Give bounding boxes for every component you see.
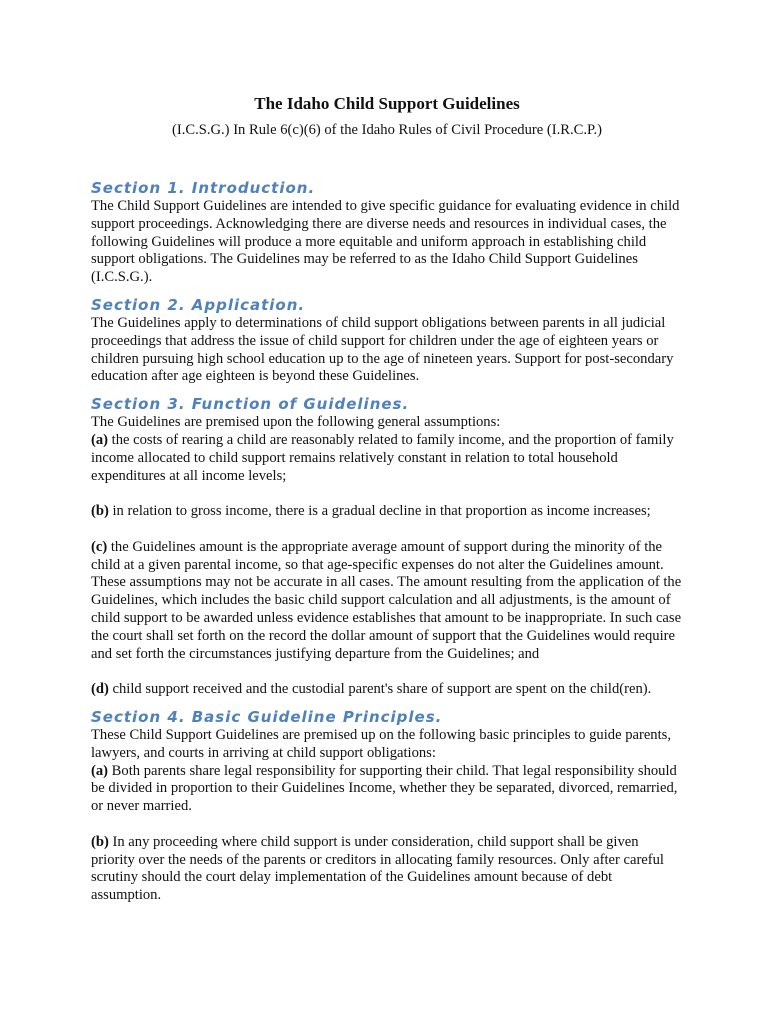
item-label: (b) xyxy=(91,503,109,520)
section-4-heading: Section 4. Basic Guideline Principles. xyxy=(91,707,443,726)
item-label: (a) xyxy=(91,431,109,448)
section-3-item-d xyxy=(91,681,683,699)
item-label: (a) xyxy=(91,762,109,779)
document-subtitle: (I.C.S.G.) In Rule 6(c)(6) of the Idaho Rules of Civil Procedure (I.R.C.P.) xyxy=(171,122,603,138)
section-3-item-c xyxy=(91,539,683,664)
item-text: In any proceeding where child support is under consideration, child support shall be given priority over the needs of the parents or creditors in allocating family resources. Only after careful scrutiny should the court delay implementation of the Guidelines amount because of debt assumption. xyxy=(91,833,664,904)
section-4-item-a xyxy=(91,763,683,816)
item-label: (b) xyxy=(91,833,109,850)
item-label: (c) xyxy=(91,538,108,555)
section-1-heading: Section 1. Introduction. xyxy=(91,179,316,197)
section-2-heading: Section 2. Application. xyxy=(91,295,306,314)
item-text: the Guidelines amount is the appropriate average amount of support during the minority of the child at a given parental income, so that age-specific expenses do not alter the Guidelines amount. These assumptions may not be accurate in all cases. The amount resulting from the application of the Guidelines, which includes the basic child support calculation and all adjustments, is the amount of child support to be awarded unless evidence establishes that amount to be inappropriate. In such case the court shall set forth on the record the dollar amount of support that the Guidelines would require and set forth the circumstances justifying departure from the Guidelines; and xyxy=(91,538,682,662)
section-4-item-b xyxy=(91,834,683,905)
section-4-intro: These Child Support Guidelines are premised up on the following basic principles to guide parents, lawyers, and courts in arriving at child support obligations: xyxy=(91,726,671,761)
section-3-heading: Section 3. Function of Guidelines. xyxy=(91,395,410,414)
item-label: (d) xyxy=(91,681,109,698)
item-text: in relation to gross income, there is a gradual decline in that proportion as income increases; xyxy=(108,503,651,520)
section-1-body: The Child Support Guidelines are intended to give specific guidance for evaluating evidence in child support proceedings. Acknowledging there are diverse needs and resources in individual cases, the following Guidelines will produce a more equitable and uniform approach in establishing child support obligations. The Guidelines may be referred to as the Idaho Child Support Guidelines (I.C.S.G.). xyxy=(91,198,680,286)
document-title: The Idaho Child Support Guidelines xyxy=(254,94,520,113)
section-3-intro: The Guidelines are premised upon the following general assumptions: xyxy=(91,414,501,431)
section-3-item-a xyxy=(91,432,683,485)
item-text: child support received and the custodial parent's share of support are spent on the child(ren). xyxy=(108,681,652,698)
section-3-item-b xyxy=(91,503,683,521)
section-2-body: The Guidelines apply to determinations of child support obligations between parents in all judicial proceedings that address the issue of child support for children under the age of eighteen years or children pursuing high school education up to the age of nineteen years. Support for post-secondary education after age eighteen is beyond these Guidelines. xyxy=(91,314,674,385)
document-content xyxy=(91,93,683,905)
item-text: Both parents share legal responsibility for supporting their child. That legal responsibility should be divided in proportion to their Guidelines Income, whether they be separated, divorced, remarried, or never married. xyxy=(91,762,678,815)
item-text: the costs of rearing a child are reasonably related to family income, and the proportion of family income allocated to child support remains relatively constant in relation to total household expenditures at all income levels; xyxy=(91,431,674,484)
